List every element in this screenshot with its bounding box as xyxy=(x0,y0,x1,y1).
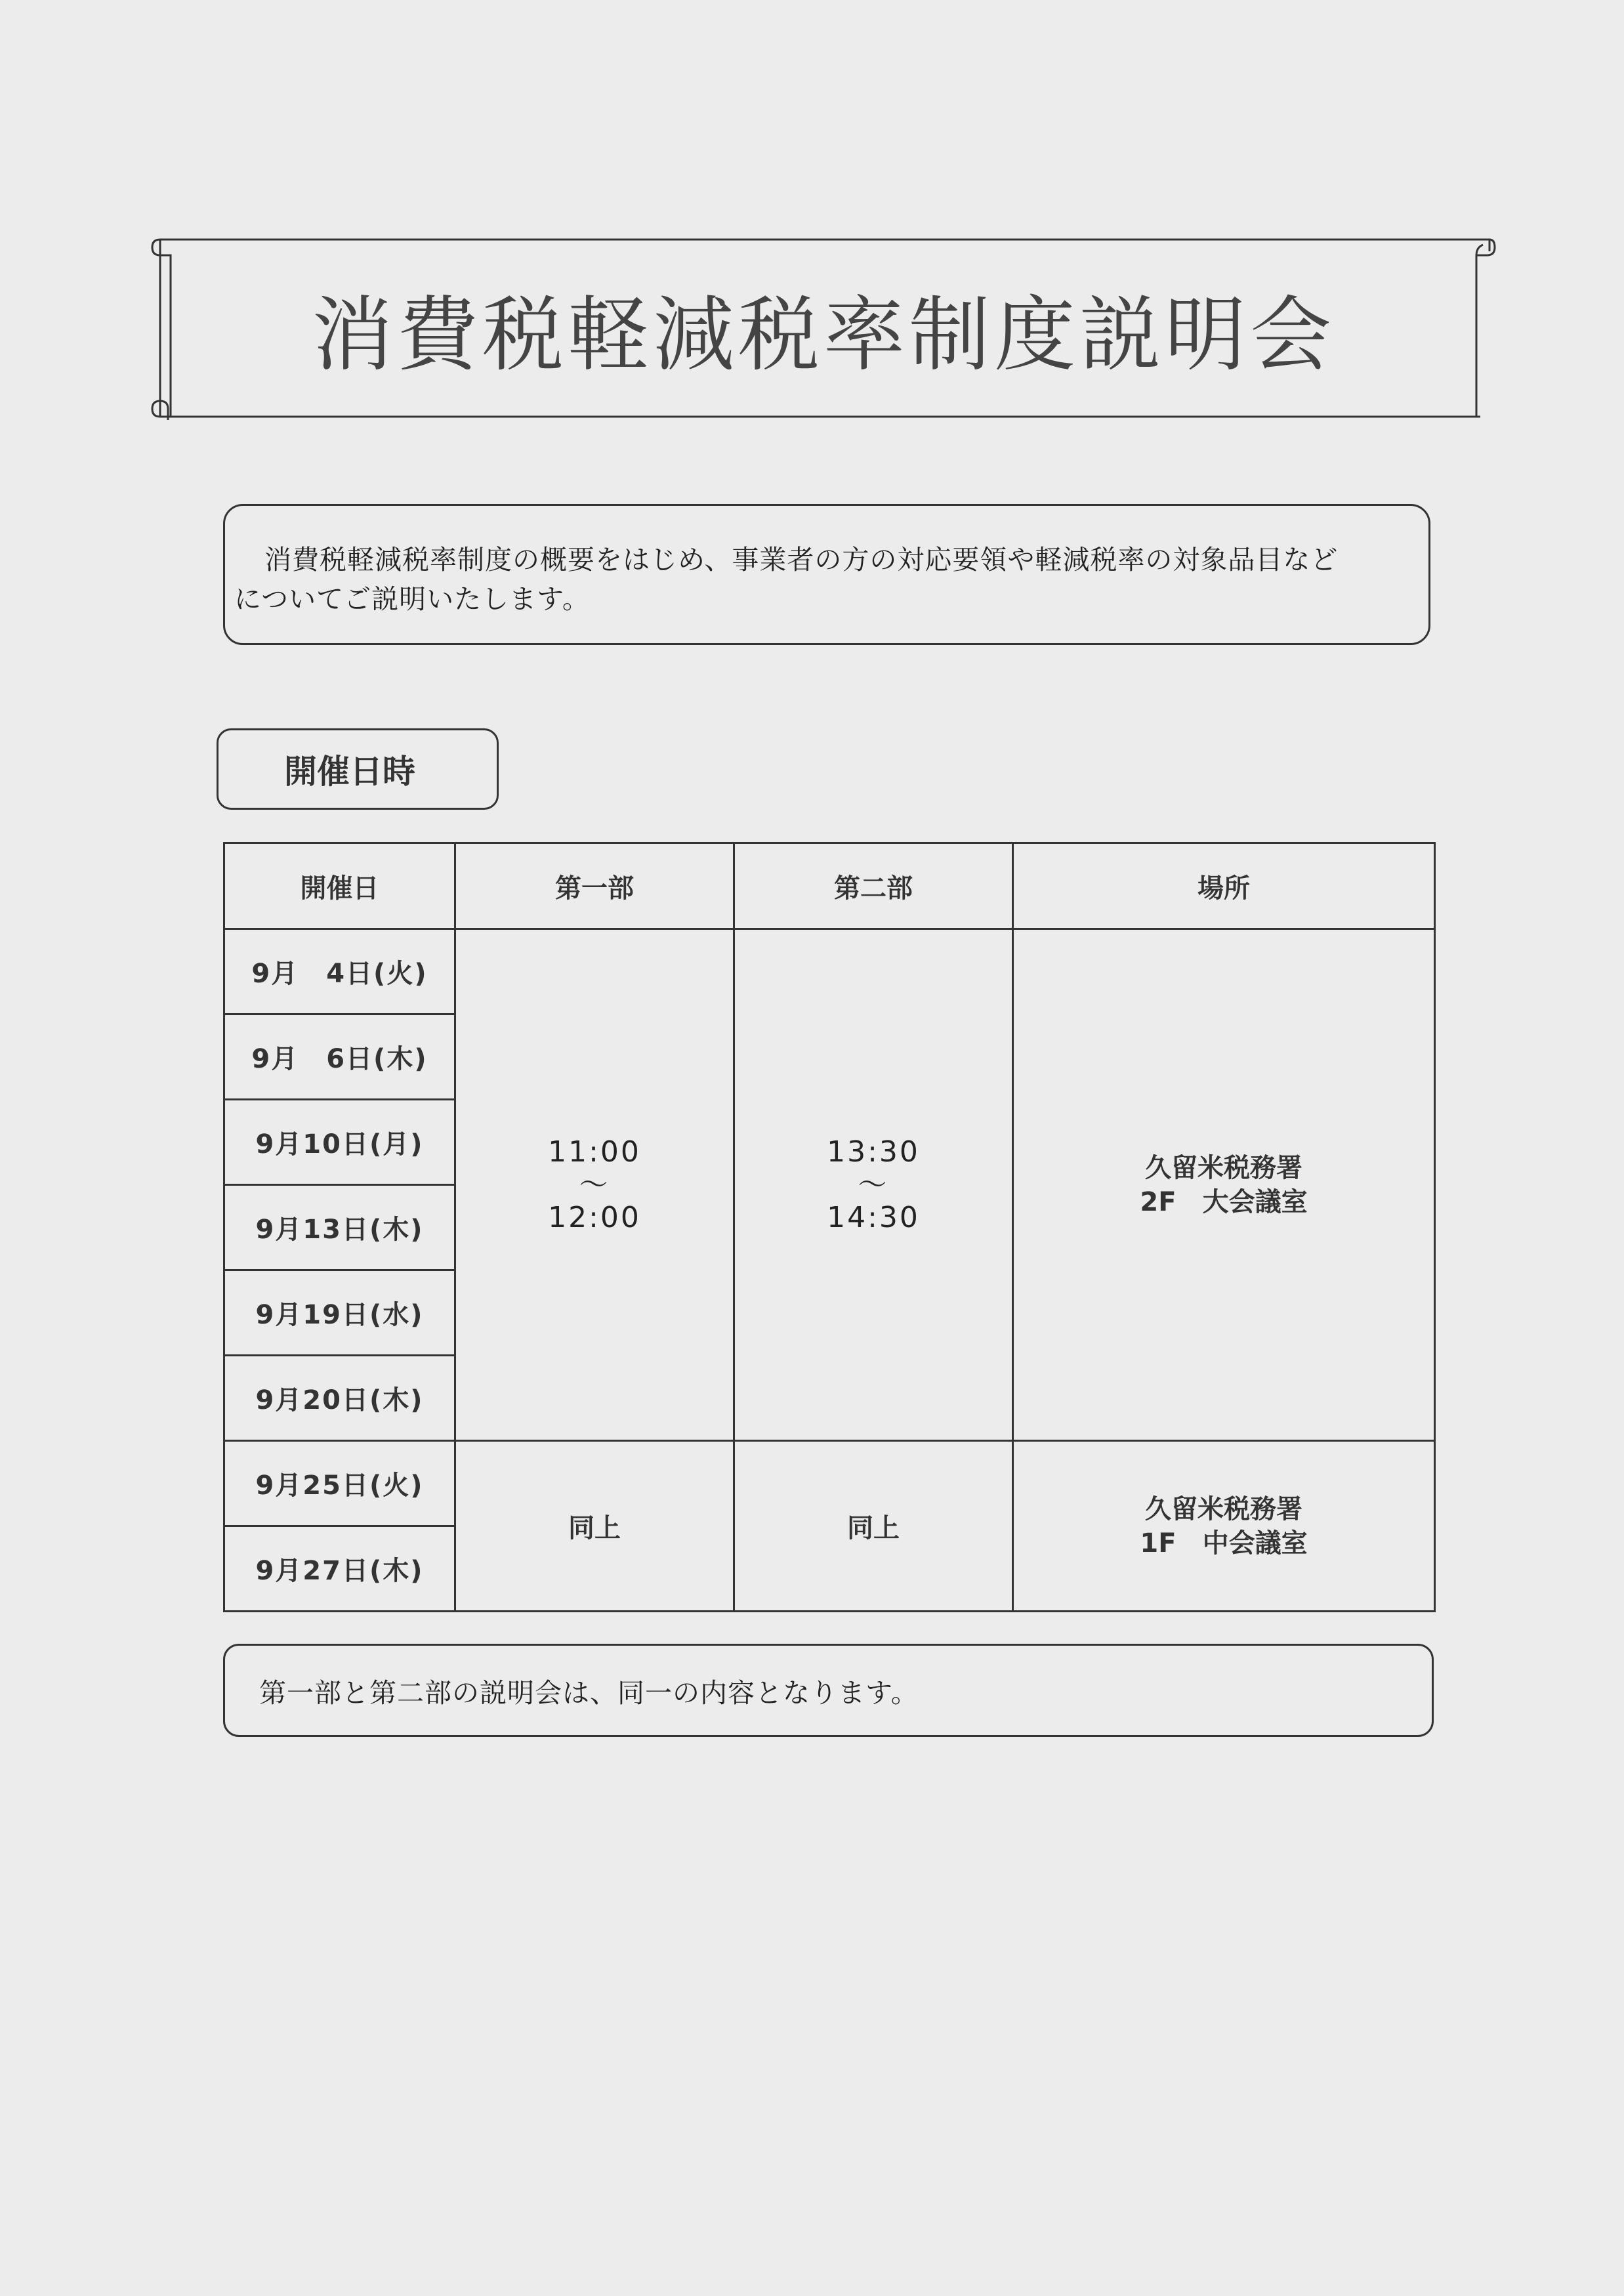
place-cell xyxy=(1013,1441,1435,1612)
place-cell xyxy=(1013,929,1435,1441)
date-cell: 9月19日(水) xyxy=(224,1270,455,1356)
header-part2: 第二部 xyxy=(734,843,1013,929)
part1-sep: ～ xyxy=(579,1167,610,1201)
intro-line-1: 消費税軽減税率制度の概要をはじめ、事業者の方の対応要領や軽減税率の対象品目など xyxy=(264,544,1339,575)
schedule-table xyxy=(223,842,1436,1612)
date-cell: 9月27日(木) xyxy=(224,1526,455,1612)
header-place: 場所 xyxy=(1013,843,1435,929)
header-part1: 第一部 xyxy=(455,843,734,929)
part2-end: 14:30 xyxy=(827,1200,920,1234)
part2-same-cell: 同上 xyxy=(734,1441,1013,1612)
date-cell: 9月10日(月) xyxy=(224,1100,455,1185)
part1-start: 11:00 xyxy=(548,1135,641,1169)
date-cell: 9月 6日(木) xyxy=(224,1014,455,1100)
note-box: 第一部と第二部の説明会は、同一の内容となります。 xyxy=(223,1644,1434,1737)
part2-start: 13:30 xyxy=(827,1135,920,1169)
table-row xyxy=(224,1441,1435,1526)
intro-line-2: についてご説明いたします。 xyxy=(234,583,590,615)
date-cell: 9月13日(木) xyxy=(224,1185,455,1270)
part1-same-cell: 同上 xyxy=(455,1441,734,1612)
date-cell: 9月 4日(火) xyxy=(224,929,455,1014)
part1-end: 12:00 xyxy=(548,1200,641,1234)
table-header-row xyxy=(224,843,1435,929)
document-title: 消費税軽減税率制度説明会 xyxy=(311,288,1335,383)
date-cell: 9月25日(火) xyxy=(224,1441,455,1526)
title-banner xyxy=(151,233,1496,423)
place-name: 久留米税務署 xyxy=(1145,1493,1302,1524)
part2-time-cell xyxy=(734,929,1013,1441)
part2-sep: ～ xyxy=(858,1167,889,1201)
section-label-schedule: 開催日時 xyxy=(217,728,499,810)
place-room: 1F 中会議室 xyxy=(1140,1528,1308,1558)
intro-box xyxy=(223,504,1430,645)
place-room: 2F 大会議室 xyxy=(1140,1186,1308,1217)
table-row xyxy=(224,929,1435,1014)
date-cell: 9月20日(木) xyxy=(224,1356,455,1441)
header-date: 開催日 xyxy=(224,843,455,929)
part1-time-cell xyxy=(455,929,734,1441)
place-name: 久留米税務署 xyxy=(1145,1152,1302,1183)
